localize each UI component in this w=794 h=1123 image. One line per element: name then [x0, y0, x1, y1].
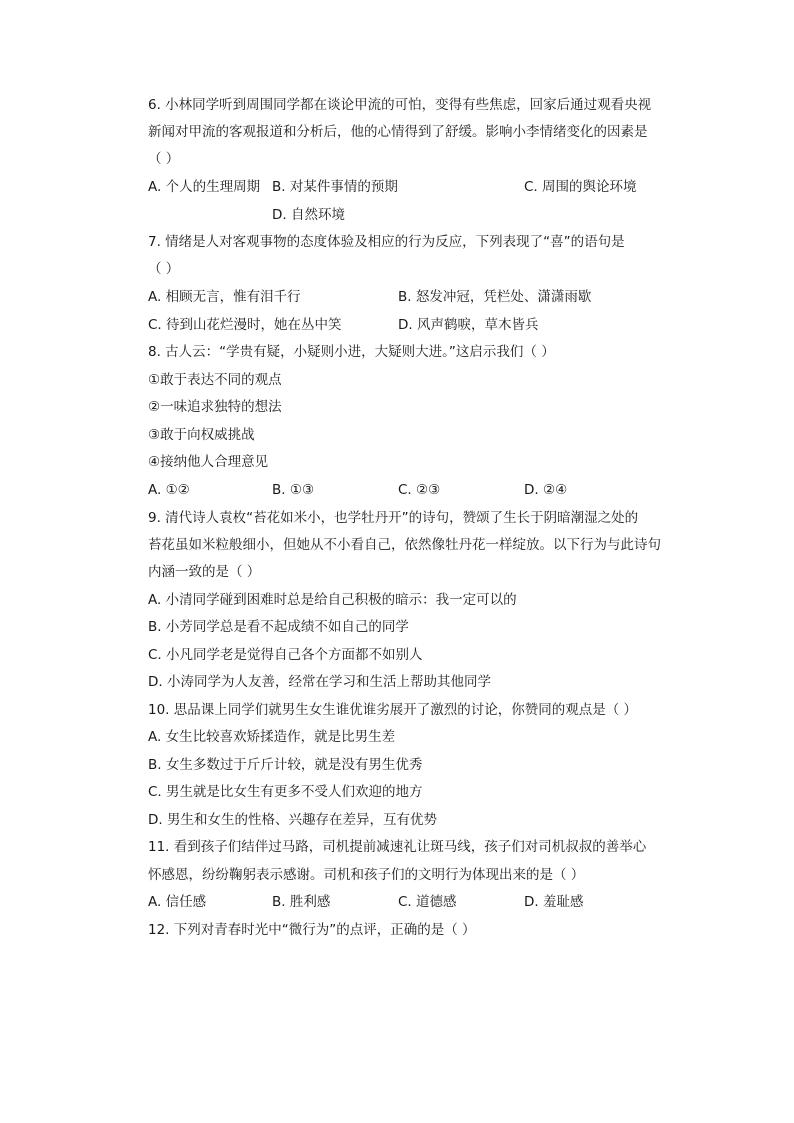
question-8-option-c: C. ②③ — [398, 482, 441, 498]
question-10-option-d: D. 男生和女生的性格、兴趣存在差异，互有优势 — [148, 812, 437, 828]
question-12-stem: 12. 下列对青春时光中“微行为”的点评，正确的是（ ） — [148, 922, 476, 938]
question-9-option-b: B. 小芳同学总是看不起成绩不如自己的同学 — [148, 619, 409, 635]
question-9-stem-cont: 苔花虽如米粒般细小，但她从不小看自己，依然像牡丹花一样绽放。以下行为与此诗句 — [148, 537, 661, 553]
question-6-option-a: A. 个人的生理周期 — [148, 179, 261, 195]
question-9-option-a: A. 小清同学碰到困难时总是给自己积极的暗示：我一定可以的 — [148, 592, 517, 608]
question-11-option-c: C. 道德感 — [398, 894, 457, 910]
question-10-option-c: C. 男生就是比女生有更多不受人们欢迎的地方 — [148, 784, 423, 800]
question-11-stem-cont: 怀感恩，纷纷鞠躬表示感谢。司机和孩子们的文明行为体现出来的是（ ） — [148, 867, 585, 883]
question-10-option-a: A. 女生比较喜欢矫揉造作，就是比男生差 — [148, 729, 396, 745]
question-10-option-b: B. 女生多数过于斤斤计较，就是没有男生优秀 — [148, 757, 423, 773]
question-6-option-b: B. 对某件事情的预期 — [272, 179, 398, 195]
question-7-option-c: C. 待到山花烂漫时，她在丛中笑 — [148, 317, 342, 333]
question-7-option-a: A. 相顾无言，惟有泪千行 — [148, 289, 301, 305]
question-11-option-b: B. 胜利感 — [272, 894, 331, 910]
question-8-option-a: A. ①② — [148, 482, 190, 498]
question-8-item-4: ④接纳他人合理意见 — [148, 454, 269, 470]
question-11-option-a: A. 信任感 — [148, 894, 207, 910]
question-6-option-c: C. 周围的舆论环境 — [524, 179, 637, 195]
question-9-stem: 9. 清代诗人袁枚“苔花如米小，也学牡丹开”的诗句，赞颂了生长于阴暗潮湿之处的 — [148, 510, 639, 526]
question-7-option-d: D. 风声鹤唳，草木皆兵 — [398, 317, 539, 333]
question-8-stem: 8. 古人云：“学贵有疑，小疑则小进，大疑则大进。”这启示我们（ ） — [148, 344, 555, 360]
question-9-stem-end: 内涵一致的是（ ） — [148, 564, 261, 580]
question-11-option-d: D. 羞耻感 — [524, 894, 584, 910]
question-10-stem: 10. 思品课上同学们就男生女生谁优谁劣展开了激烈的讨论，你赞同的观点是（ ） — [148, 702, 638, 718]
question-7-bracket: （ ） — [148, 261, 180, 277]
question-8-item-3: ③敢于向权威挑战 — [148, 427, 255, 443]
question-6-option-d: D. 自然环境 — [272, 207, 345, 223]
question-9-option-d: D. 小涛同学为人友善，经常在学习和生活上帮助其他同学 — [148, 674, 491, 690]
question-8-option-b: B. ①③ — [272, 482, 315, 498]
question-6-stem-cont: 新闻对甲流的客观报道和分析后，他的心情得到了舒缓。影响小李情绪变化的因素是 — [148, 124, 648, 140]
question-9-option-c: C. 小凡同学老是觉得自己各个方面都不如别人 — [148, 647, 423, 663]
question-8-item-2: ②一味追求独特的想法 — [148, 399, 282, 415]
question-7-stem: 7. 情绪是人对客观事物的态度体验及相应的行为反应，下列表现了“喜”的语句是 — [148, 234, 625, 250]
question-7-option-b: B. 怒发冲冠，凭栏处、潇潇雨歇 — [398, 289, 592, 305]
question-8-option-d: D. ②④ — [524, 482, 568, 498]
question-11-stem: 11. 看到孩子们结伴过马路，司机提前减速礼让斑马线，孩子们对司机叔叔的善举心 — [148, 839, 647, 855]
question-8-item-1: ①敢于表达不同的观点 — [148, 372, 282, 388]
question-6-bracket: （ ） — [148, 151, 180, 167]
question-6-stem: 6. 小林同学听到周围同学都在谈论甲流的可怕，变得有些焦虑，回家后通过观看央视 — [148, 97, 652, 113]
